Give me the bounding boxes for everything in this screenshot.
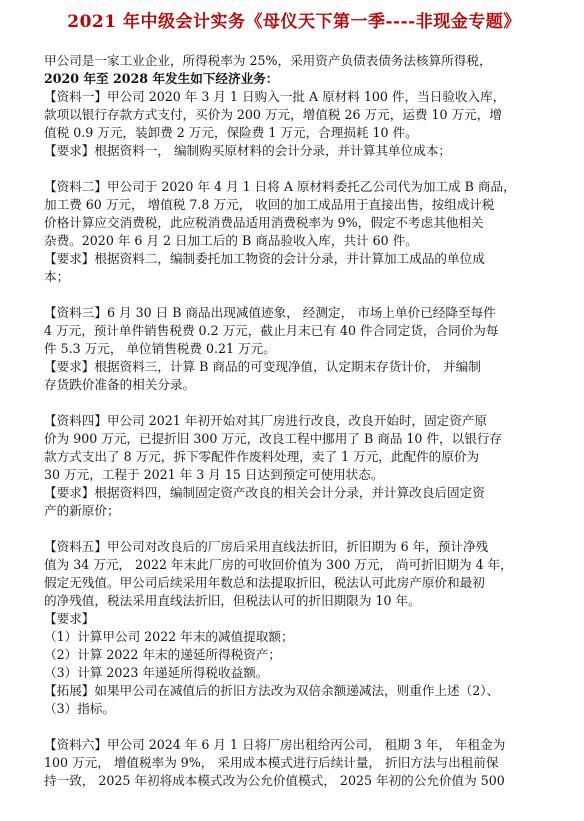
text-line: 甲公司是一家工业企业，所得税率为 25%，采用资产负债表债务法核算所得税，: [44, 53, 492, 68]
text-line: 【资料三】6 月 30 日 B 商品出现减值迹象， 经测定， 市场上单价已经降至每件: [44, 305, 496, 320]
material-4: [44, 412, 544, 520]
text-line: 本；: [44, 269, 70, 284]
text-line: 值为 34 万元， 2022 年末此厂房的可收回价值为 300 万元， 尚可折旧期为 4 年，: [44, 557, 513, 572]
spacer: [44, 718, 544, 736]
material-2: [44, 178, 544, 286]
text-line: 【要求】根据资料三，计算 B 商品的可变现净值，认定期末存货计价， 并编制: [44, 359, 481, 374]
text-line: 件 5.3 万元， 单位销售税费 0.21 万元。: [44, 341, 276, 356]
text-line: 【拓展】如果甲公司在减值后的折旧方法改为双倍余额递减法，则重作上述（2）、: [44, 683, 500, 698]
spacer: [44, 394, 544, 412]
text-line: 2020 年至 2028 年发生如下经济业务：: [44, 71, 279, 86]
text-line: 【资料二】甲公司于 2020 年 4 月 1 日将 A 原材料委托乙公司代为加工成 B 商品，: [44, 179, 516, 194]
text-line: 价格计算应交消费税，此应税消费品适用消费税率为 9%，假定不考虑其他相关: [44, 215, 484, 230]
material-1: [44, 88, 544, 160]
text-line: 4 万元，预计单件销售税费 0.2 万元，截止月末已有 40 件合同定货，合同价为每: [44, 323, 499, 338]
material-6: [44, 736, 544, 790]
text-line: 30 万元，工程于 2021 年 3 月 15 日达到预定可使用状态。: [44, 467, 384, 482]
text-line: 【资料六】甲公司 2024 年 6 月 1 日将厂房出租给丙公司， 租期 3 年， 年租金为: [44, 737, 506, 752]
text-line: 杂费。2020 年 6 月 2 日加工后的 B 商品验收入库，共计 60 件。: [44, 233, 418, 248]
text-line: 持一致， 2025 年初将成本模式改为公允价值模式， 2025 年初的公允价值为 500: [44, 773, 505, 788]
text-line: 【资料四】甲公司 2021 年初开始对其厂房进行改良，改良开始时，固定资产原: [44, 413, 488, 428]
page-title: 2021 年中级会计实务《母仪天下第一季----非现金专题》: [67, 12, 521, 32]
text-line: （2）计算 2022 年末的递延所得税资产；: [44, 647, 281, 662]
text-line: 【要求】: [44, 611, 95, 626]
text-line: 加工费 60 万元， 增值税 7.8 万元， 收回的加工成品用于直接出售，按组成计税: [44, 197, 495, 212]
text-line: 【要求】根据资料一， 编制购买原材料的会计分录，并计算其单位成本；: [44, 143, 452, 158]
text-line: 【资料五】甲公司对改良后的厂房后采用直线法折旧，折旧期为 6 年，预计净残: [44, 539, 489, 554]
text-line: 100 万元， 增值税率为 9%， 采用成本模式进行后续计量， 折旧方法与出租前保: [44, 755, 499, 770]
text-line: 【资料一】甲公司 2020 年 3 月 1 日购入一批 A 原材料 100 件，当日验收入库，: [44, 89, 506, 104]
spacer: [44, 160, 544, 178]
text-line: 值税 0.9 万元，装卸费 2 万元，保险费 1 万元，合理损耗 10 件。: [44, 125, 418, 140]
material-5: [44, 538, 544, 718]
intro-paragraph: [44, 52, 544, 88]
spacer: [44, 520, 544, 538]
text-line: （3）计算 2023 年递延所得税收益额。: [44, 665, 269, 680]
text-line: （3）指标。: [44, 701, 115, 716]
text-line: 款项以银行存款方式支付，买价为 200 万元，增值税 26 万元，运费 10 万元，增: [44, 107, 502, 122]
text-line: 价为 900 万元，已提折旧 300 万元，改良工程中挪用了 B 商品 10 件，以银行存: [44, 431, 503, 446]
text-line: 的净残值，税法采用直线法折旧，但税法认可的折旧期限为 10 年。: [44, 593, 421, 608]
spacer: [44, 286, 544, 304]
text-line: 存货跌价准备的相关分录。: [44, 377, 196, 392]
text-line: 产的新原价；: [44, 503, 120, 518]
text-line: （1）计算甲公司 2022 年末的减值提取额；: [44, 629, 294, 644]
material-3: [44, 304, 544, 394]
text-line: 【要求】根据资料四，编制固定资产改良的相关会计分录，并计算改良后固定资: [44, 485, 485, 500]
text-line: 【要求】根据资料二，编制委托加工物资的会计分录，并计算加工成品的单位成: [44, 251, 485, 266]
text-line: 款方式支出了 8 万元，拆下零配件作废料处理，卖了 1 万元，此配件的原价为: [44, 449, 480, 464]
text-line: 假定无残值。甲公司后续采用年数总和法提取折旧，税法认可此房产原价和最初: [44, 575, 485, 590]
